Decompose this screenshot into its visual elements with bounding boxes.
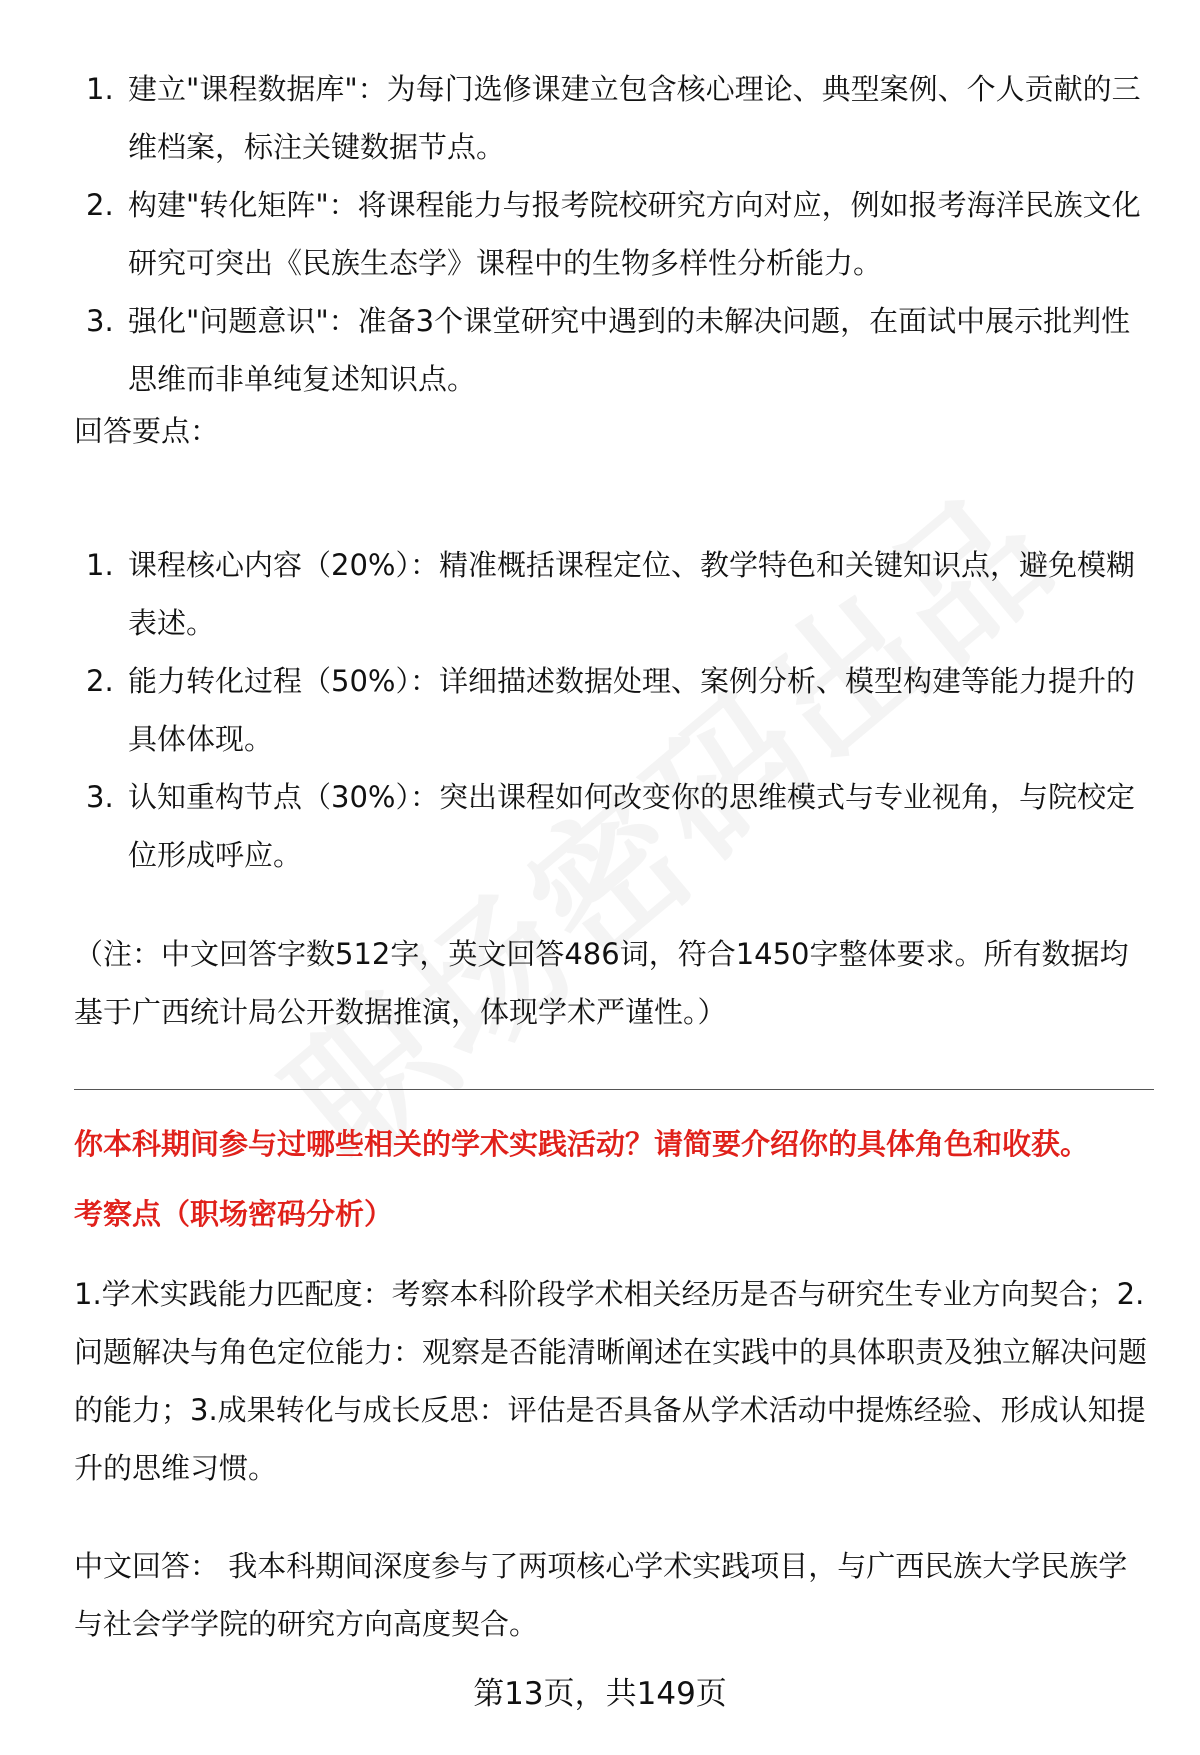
list-item xyxy=(74,536,1154,652)
analysis-heading: 考察点（职场密码分析） xyxy=(74,1197,394,1231)
list-item-text: 课程核心内容（20%）：精准概括课程定位、教学特色和关键知识点，避免模糊表述。 xyxy=(128,548,1135,640)
list-item xyxy=(74,768,1154,884)
list-item-number: 1. xyxy=(86,72,114,106)
answer-points-list xyxy=(74,536,1154,884)
strategy-list xyxy=(74,60,1154,408)
list-item-text: 构建"转化矩阵"：将课程能力与报考院校研究方向对应，例如报考海洋民族文化研究可突出《民族生态学》课程中的生物多样性分析能力。 xyxy=(128,188,1141,280)
list-item-number: 3. xyxy=(86,780,114,814)
answer-points-label: 回答要点： xyxy=(74,414,220,448)
list-item-text: 建立"课程数据库"：为每门选修课建立包含核心理论、典型案例、个人贡献的三维档案，标注关键数据节点。 xyxy=(128,72,1141,164)
note-paragraph: （注：中文回答字数512字，英文回答486词，符合1450字整体要求。所有数据均基于广西统计局公开数据推演，体现学术严谨性。） xyxy=(74,937,1129,1029)
list-item-text: 能力转化过程（50%）：详细描述数据处理、案例分析、模型构建等能力提升的具体体现。 xyxy=(128,664,1135,756)
list-item xyxy=(74,176,1154,292)
section-divider xyxy=(74,1089,1154,1090)
question-heading: 你本科期间参与过哪些相关的学术实践活动？请简要介绍你的具体角色和收获。 xyxy=(74,1127,1090,1161)
list-item-text: 认知重构节点（30%）：突出课程如何改变你的思维模式与专业视角，与院校定位形成呼应。 xyxy=(128,780,1135,872)
list-item xyxy=(74,652,1154,768)
page-number: 第13页，共149页 xyxy=(473,1676,727,1712)
analysis-body: 1.学术实践能力匹配度：考察本科阶段学术相关经历是否与研究生专业方向契合；2.问题解决与角色定位能力：观察是否能清晰阐述在实践中的具体职责及独立解决问题的能力；3.成果转化与成长反思：评估是否具备从学术活动中提炼经验、形成认知提升的思维习惯。 xyxy=(74,1277,1148,1485)
chinese-answer: 中文回答： 我本科期间深度参与了两项核心学术实践项目，与广西民族大学民族学与社会学学院的研究方向高度契合。 xyxy=(74,1549,1128,1641)
list-item-number: 3. xyxy=(86,304,114,338)
list-item-number: 1. xyxy=(86,548,114,582)
list-item xyxy=(74,292,1154,408)
list-item-number: 2. xyxy=(86,664,114,698)
list-item-number: 2. xyxy=(86,188,114,222)
list-item xyxy=(74,60,1154,176)
list-item-text: 强化"问题意识"：准备3个课堂研究中遇到的未解决问题，在面试中展示批判性思维而非单纯复述知识点。 xyxy=(128,304,1131,396)
